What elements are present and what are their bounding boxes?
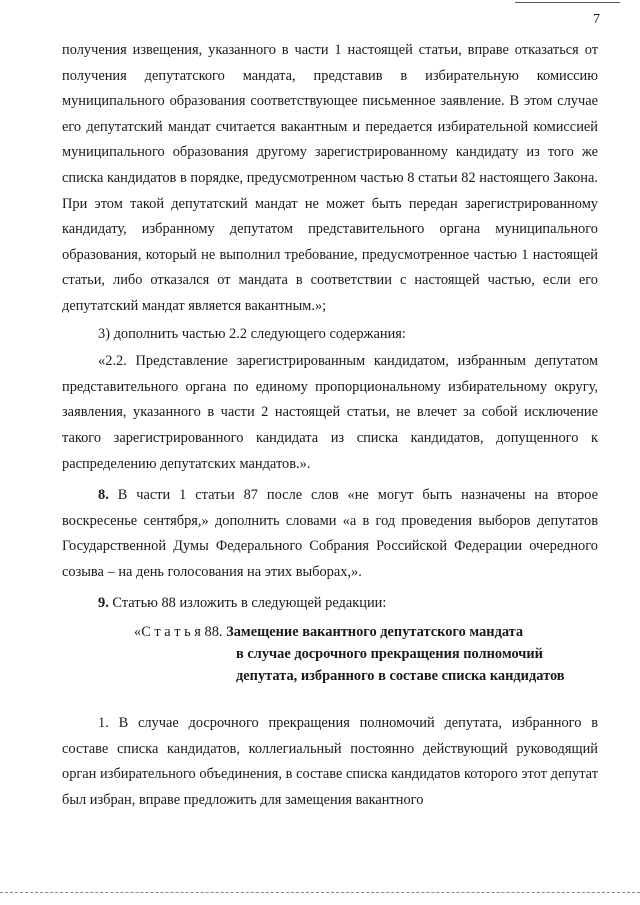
top-rule <box>515 2 620 3</box>
article-prefix: «С т а т ь я 88. <box>134 624 227 641</box>
article-88-part-1: 1. В случае досрочного прекращения полномочий депутата, избранного в составе списка кандидатов, коллегиальный постоянно действующий руководящий орган избирательного объединения, в составе списка кандидатов которого этот депутат был избран, вправе предложить для замещения вакантного <box>62 715 598 808</box>
bottom-rule <box>0 892 640 893</box>
paragraph-item-9 <box>62 591 598 617</box>
paragraph-continuation: получения извещения, указанного в части 1 настоящей статьи, вправе отказаться от получения депутатского мандата, представив в избирательную комиссию муниципального образования соответствующее письменное заявление. В этом случае его депутатский мандат считается вакантным и передается избирательной комиссией муниципального образования другому зарегистрированному кандидату из того же списка кандидатов в порядке, предусмотренном частью 8 статьи 82 настоящего Закона. При этом такой депутатский мандат не может быть передан зарегистрированному кандидату, избранному депутатом представительного органа муниципального образования, который не выполнил требование, предусмотренное частью 1 настоящей статьи, либо отказался от мандата в соответствии с настоящей частью, если его депутатский мандат является вакантным.»; <box>62 42 598 314</box>
paragraph-item-8 <box>62 483 598 585</box>
item-8-text: В части 1 статьи 87 после слов «не могут быть назначены на второе воскресенье сентября,» дополнить словами «а в год проведения выборов депутатов Государственной Думы Федерального Собрания Российской Федерации очередного созыва – на день голосования на этих выборах,». <box>62 487 598 580</box>
spacer <box>62 687 598 711</box>
article-title-line-1: Замещение вакантного депутатского мандата <box>226 624 524 641</box>
page-number: 7 <box>593 12 600 27</box>
article-title-line-2: в случае досрочного прекращения полномочий <box>236 646 543 663</box>
document-body <box>62 38 598 813</box>
paragraph-item-3: 3) дополнить частью 2.2 следующего содержания: <box>98 325 406 342</box>
article-heading-line-1 <box>62 621 598 643</box>
item-9-text: Статью 88 изложить в следующей редакции: <box>108 595 387 612</box>
item-9-number: 9. <box>98 595 109 612</box>
article-88-heading <box>62 621 598 687</box>
paragraph-part-2-2: «2.2. Представление зарегистрированным кандидатом, избранным депутатом представительного органа по единому пропорциональному избирательному округу, заявления, указанного в части 2 настоящей статьи, не влечет за собой исключение такого зарегистрированного кандидата из списка кандидатов, допущенного к распределению депутатских мандатов.». <box>62 353 598 472</box>
article-title-line-3: депутата, избранного в составе списка кандидатов <box>236 668 565 685</box>
item-8-number: 8. <box>98 487 109 504</box>
